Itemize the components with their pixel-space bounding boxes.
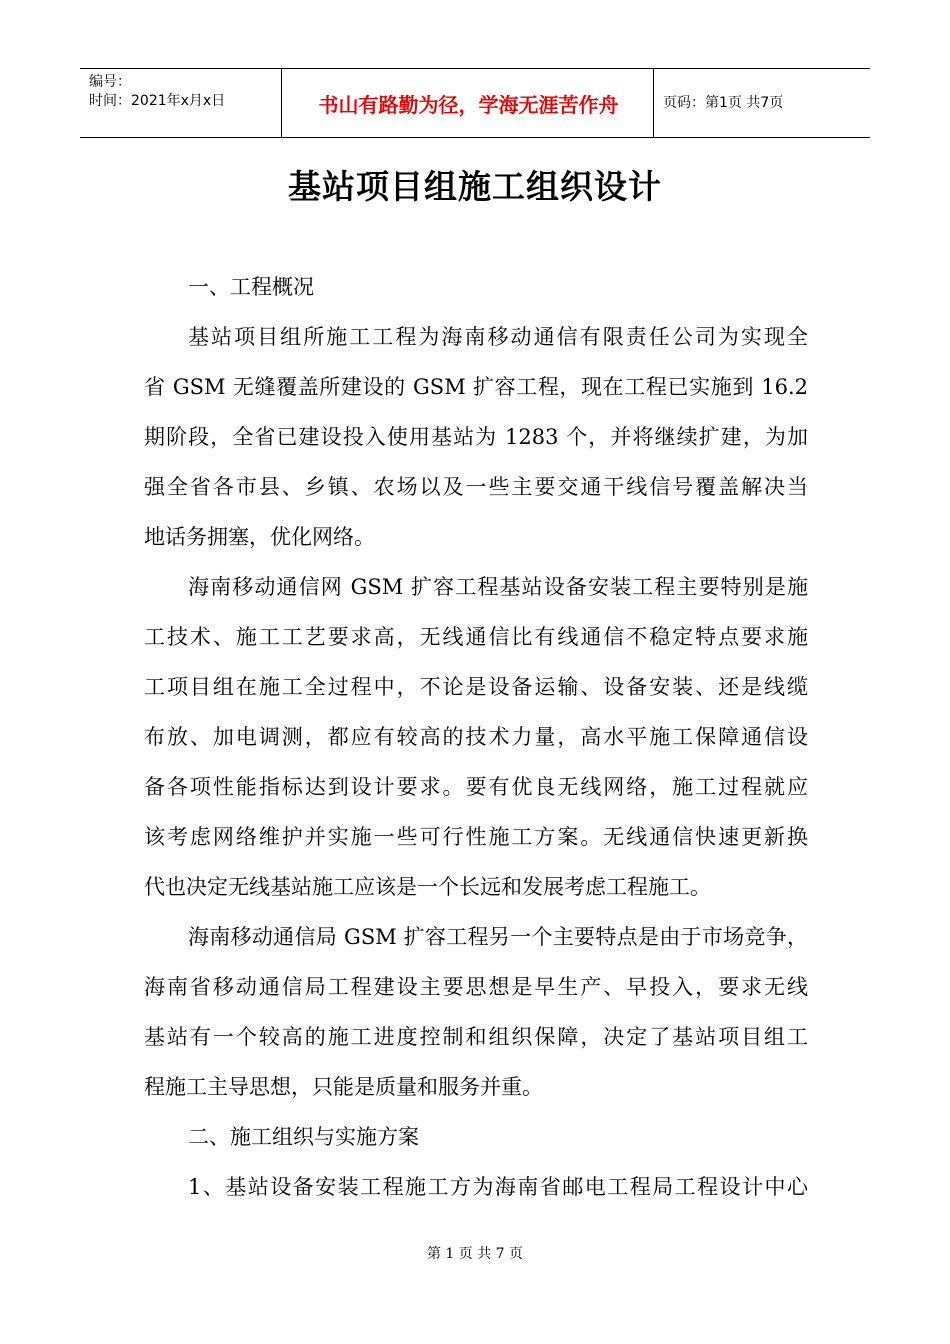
document-body <box>144 262 808 1212</box>
paragraph-line: 省 GSM 无缝覆盖所建设的 GSM 扩容工程，现在工程已实施到 16.2 <box>144 375 808 399</box>
paragraph-line: 1、基站设备安装工程施工方为海南省邮电工程局工程设计中心 <box>188 1175 808 1199</box>
paragraph-line: 期阶段，全省已建设投入使用基站为 1283 个，并将继续扩建，为加 <box>144 425 808 449</box>
paragraph-line: 基站项目组所施工工程为海南移动通信有限责任公司为实现全 <box>188 325 808 349</box>
header-page-label: 页码：第1页 共7页 <box>663 95 784 111</box>
paragraph-line: 备各项性能指标达到设计要求。要有优良无线网络，施工过程就应 <box>144 775 808 799</box>
page-footer: 第 1 页 共 7 页 <box>426 1246 524 1262</box>
document-number-label: 编号： <box>89 74 131 90</box>
document-time-label: 时间：2021年x月x日 <box>89 93 226 109</box>
section-heading: 一、工程概况 <box>188 275 314 299</box>
document-header <box>80 68 870 138</box>
paragraph-line: 基站有一个较高的施工进度控制和组织保障，决定了基站项目组工 <box>144 1025 808 1049</box>
header-motto-cell <box>281 69 654 137</box>
header-info-cell <box>80 69 281 137</box>
paragraph-line: 代也决定无线基站施工应该是一个长远和发展考虑工程施工。 <box>144 875 711 899</box>
paragraph-line: 程施工主导思想，只能是质量和服务并重。 <box>144 1075 543 1099</box>
section-heading: 二、施工组织与实施方案 <box>188 1125 419 1149</box>
paragraph-line: 海南移动通信网 GSM 扩容工程基站设备安装工程主要特别是施 <box>188 575 808 599</box>
paragraph-line: 强全省各市县、乡镇、农场以及一些主要交通干线信号覆盖解决当 <box>144 475 808 499</box>
header-page-cell <box>654 69 870 137</box>
paragraph-line: 该考虑网络维护并实施一些可行性施工方案。无线通信快速更新换 <box>144 825 808 849</box>
document-title: 基站项目组施工组织设计 <box>288 167 662 206</box>
paragraph-line: 海南省移动通信局工程建设主要思想是早生产、早投入，要求无线 <box>144 975 808 999</box>
paragraph-line: 工项目组在施工全过程中，不论是设备运输、设备安装、还是线缆 <box>144 675 808 699</box>
header-motto: 书山有路勤为径，学海无涯苦作舟 <box>318 93 619 117</box>
paragraph-line: 布放、加电调测，都应有较高的技术力量，高水平施工保障通信设 <box>144 725 808 749</box>
paragraph-line: 工技术、施工工艺要求高，无线通信比有线通信不稳定特点要求施 <box>144 625 808 649</box>
paragraph-line: 地话务拥塞，优化网络。 <box>144 525 375 549</box>
paragraph-line: 海南移动通信局 GSM 扩容工程另一个主要特点是由于市场竞争， <box>188 925 808 949</box>
